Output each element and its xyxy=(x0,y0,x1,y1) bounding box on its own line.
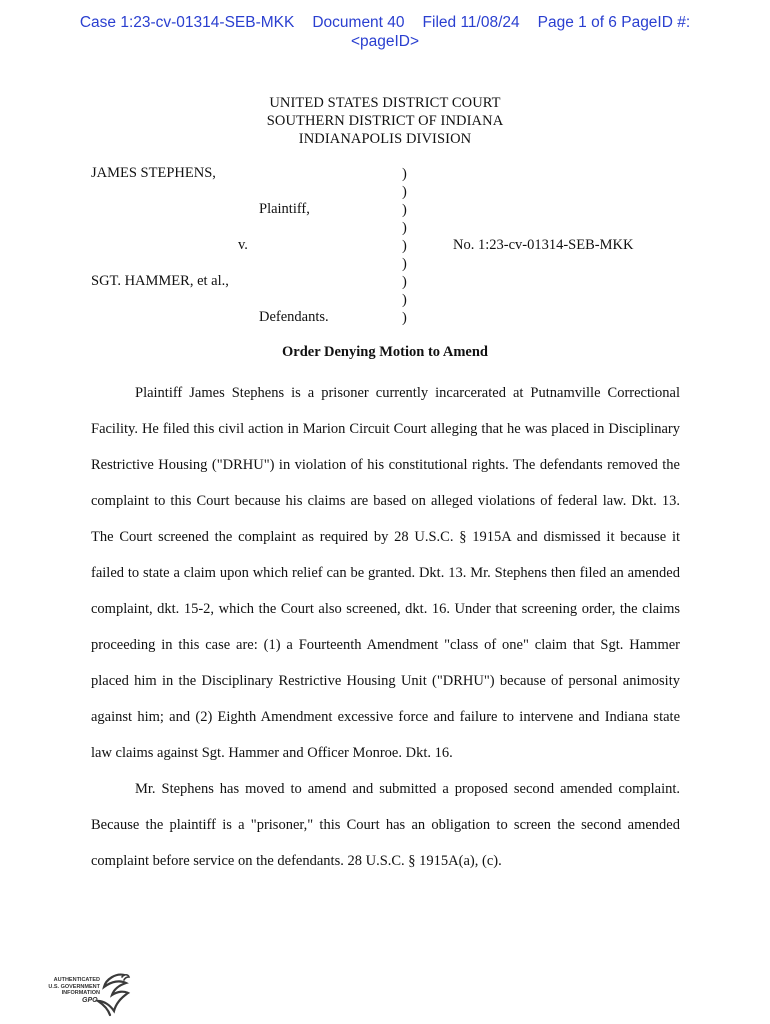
defendant-role: Defendants. xyxy=(259,309,329,325)
ecf-page-id: <pageID> xyxy=(350,33,420,50)
court-division: INDIANAPOLIS DIVISION xyxy=(298,131,472,147)
order-title: Order Denying Motion to Amend xyxy=(282,344,488,360)
case-number: No. 1:23-cv-01314-SEB-MKK xyxy=(453,237,634,253)
gpo-text-line: AUTHENTICATED xyxy=(53,977,100,983)
caption-paren: ) xyxy=(402,274,407,290)
court-heading xyxy=(0,94,770,148)
gpo-text-line: INFORMATION xyxy=(61,990,100,996)
defendant-name: SGT. HAMMER, et al., xyxy=(91,273,229,289)
ecf-document-number: Document 40 xyxy=(312,14,405,31)
body-paragraph: Mr. Stephens has moved to amend and submitted a proposed second amended complaint. Because the plaintiff is a "prisoner," this Court has an obligation to screen the second amended complaint before service on the defendants. 28 U.S.C. § 1915A(a), (c). xyxy=(91,781,680,869)
gpo-mark: GPO xyxy=(82,997,98,1004)
versus: v. xyxy=(238,237,248,253)
caption-paren: ) xyxy=(402,256,407,272)
gpo-authentication-text xyxy=(44,977,100,997)
caption-paren: ) xyxy=(402,202,407,218)
caption-paren: ) xyxy=(402,184,407,200)
caption-paren: ) xyxy=(402,292,407,308)
gpo-text-line: U.S. GOVERNMENT xyxy=(48,983,100,990)
caption-paren: ) xyxy=(402,238,407,254)
plaintiff-role: Plaintiff, xyxy=(259,201,310,217)
ecf-case-number: Case 1:23-cv-01314-SEB-MKK xyxy=(79,14,295,31)
caption-parentheses xyxy=(402,165,407,327)
ecf-header xyxy=(0,13,770,51)
body-paragraph: Plaintiff James Stephens is a prisoner currently incarcerated at Putnamville Correctional Facility. He filed this civil action in Marion Circuit Court alleging that he was placed in Disciplinary Restrictive Housing ("DRHU") in violation of his constitutional rights. The defendants removed the complaint to this Court because his claims are based on alleged violations of federal law. Dkt. 13. The Court screened the complaint as required by 28 U.S.C. § 1915A and dismissed it because it failed to state a claim upon which relief can be granted. Dkt. 13. Mr. Stephens then filed an amended complaint, dkt. 15-2, which the Court also screened, dkt. 16. Under that screening order, the claims proceeding in this case are: (1) a Fourteenth Amendment "class of one" claim that Sgt. Hammer placed him in the Disciplinary Restrictive Housing Unit ("DRHU") because of personal animosity against him; and (2) Eighth Amendment excessive force and failure to intervene and Indiana state law claims against Sgt. Hammer and Officer Monroe. Dkt. 16. xyxy=(91,385,680,761)
ecf-filed-date: Filed 11/08/24 xyxy=(422,14,520,31)
order-body xyxy=(91,375,680,879)
caption-paren: ) xyxy=(402,166,407,182)
case-caption xyxy=(0,165,770,335)
gpo-eagle-icon xyxy=(94,971,132,1017)
ecf-page-info: Page 1 of 6 PageID #: xyxy=(537,14,691,31)
court-name: UNITED STATES DISTRICT COURT xyxy=(269,95,501,111)
plaintiff-name: JAMES STEPHENS, xyxy=(91,165,216,181)
caption-paren: ) xyxy=(402,310,407,326)
gpo-authentication-logo xyxy=(44,971,134,1021)
caption-paren: ) xyxy=(402,220,407,236)
court-district: SOUTHERN DISTRICT OF INDIANA xyxy=(266,113,504,129)
